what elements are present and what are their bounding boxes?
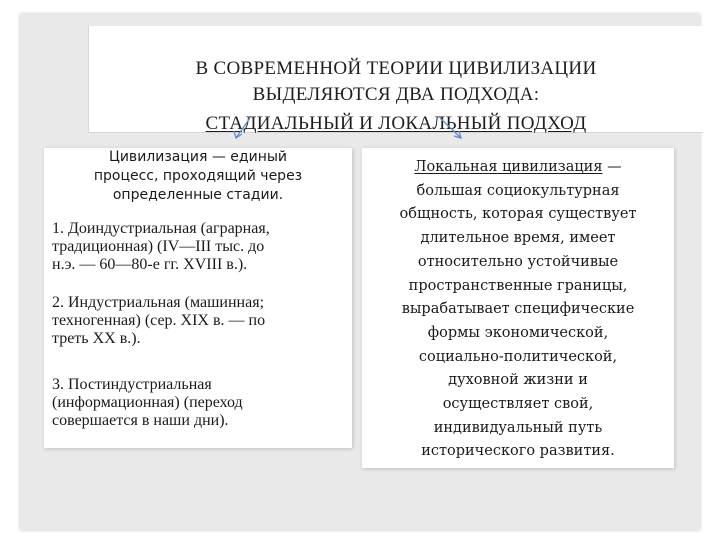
local-definition-line: общность, которая существует — [399, 206, 637, 223]
local-definition-line: социально-политической, — [418, 348, 618, 365]
arrow-right-shaft — [440, 118, 461, 138]
term-dash: — — [602, 159, 622, 175]
stage-line: техногенная) (сер. XIX в. — по — [52, 312, 266, 329]
stage-line: (информационная) (переход — [52, 394, 243, 411]
arrows — [20, 14, 700, 164]
local-definition-line: большая социокультурная — [416, 182, 620, 199]
local-definition-line: относительно устойчивые — [417, 253, 619, 270]
stage-2 — [52, 294, 352, 348]
stadial-approach-panel — [44, 148, 352, 448]
local-definition-line: духовной жизни и — [448, 372, 588, 389]
title-line-2: ВЫДЕЛЯЮТСЯ ДВА ПОДХОДА: — [252, 84, 540, 105]
stage-1 — [52, 220, 352, 274]
local-definition-line: исторического развития. — [421, 443, 615, 460]
local-definition-line: формы экономической, — [427, 324, 609, 341]
stage-line: совершается в наши дни). — [52, 412, 229, 429]
arrow-left-shaft — [236, 118, 250, 138]
stadial-definition-line: процесс, проходящий через — [93, 168, 303, 184]
stage-line: 3. Постиндустриальная — [52, 376, 212, 393]
stage-line: традиционная) (IV—III тыс. до — [52, 238, 265, 255]
stage-line: н.э. — 60—80-е гг. XVIII в.). — [52, 256, 248, 273]
local-definition-line: осуществляет свой, — [442, 396, 594, 413]
stage-line: треть XX в.). — [52, 330, 141, 347]
local-approach-panel — [362, 148, 674, 468]
local-civilization-term: Локальная цивилизация — [414, 159, 603, 175]
title-line-3: СТАДИАЛЬНЫЙ И ЛОКАЛЬНЫЙ ПОДХОД — [205, 113, 587, 134]
local-definition-line: индивидуальный путь — [433, 419, 603, 436]
stadial-definition-line: Цивилизация — единый — [108, 149, 288, 165]
stadial-definition — [44, 148, 352, 205]
stage-line: 1. Доиндустриальная (аграрная, — [52, 220, 270, 237]
local-definition-line: пространственные границы, — [408, 277, 628, 294]
local-definition-line: длительное время, имеет — [420, 230, 616, 247]
local-definition — [362, 156, 674, 464]
stage-3 — [52, 376, 352, 430]
stadial-definition-line: определенные стадии. — [112, 187, 284, 203]
title-line-1: В СОВРЕМЕННОЙ ТЕОРИИ ЦИВИЛИЗАЦИИ — [195, 58, 597, 79]
stage-line: 2. Индустриальная (машинная; — [52, 294, 265, 311]
local-definition-first-line — [362, 156, 674, 180]
local-definition-line: вырабатывает специфические — [401, 301, 635, 318]
